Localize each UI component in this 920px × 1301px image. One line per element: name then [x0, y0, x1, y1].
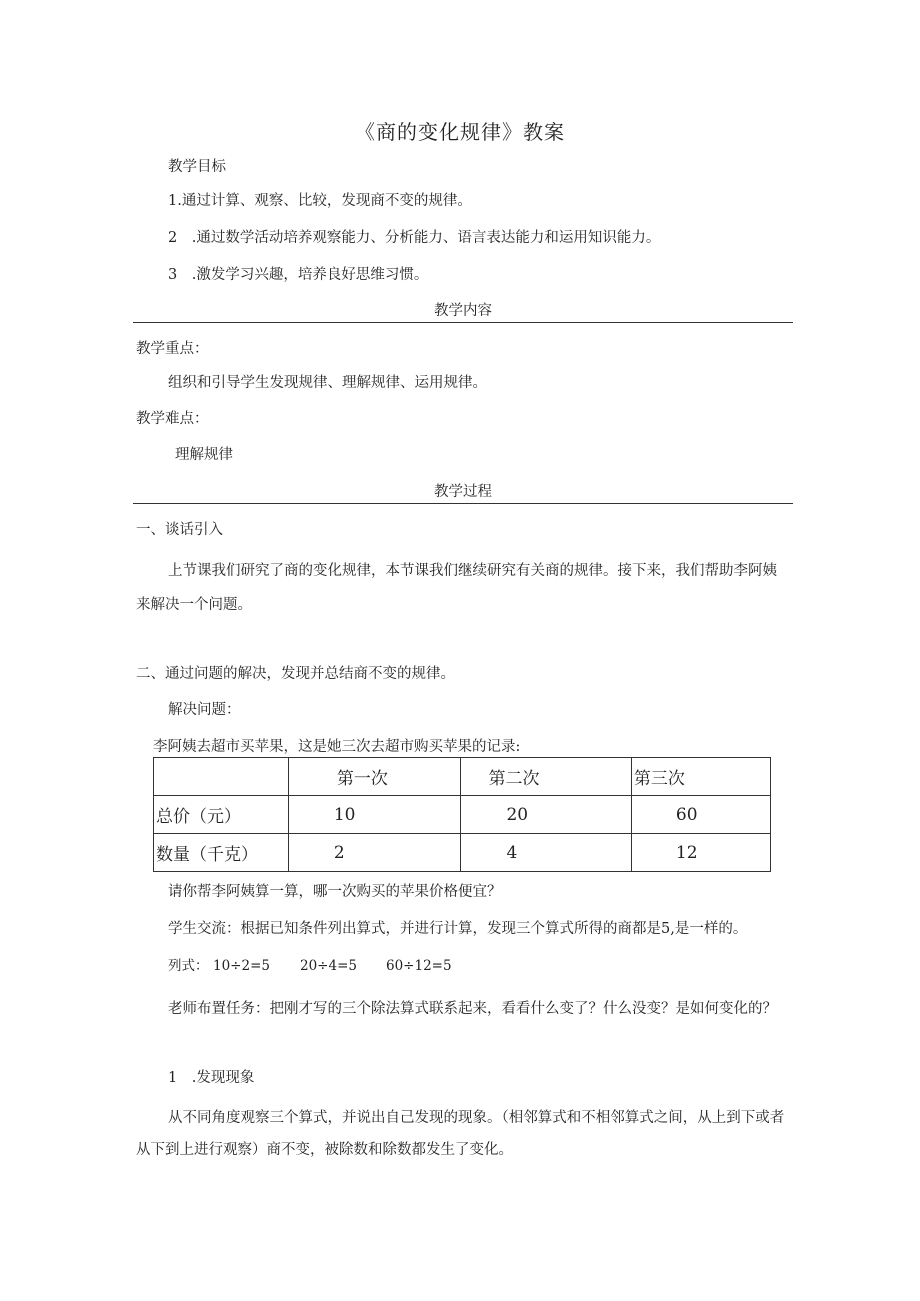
content-heading: 教学内容	[434, 303, 492, 319]
purchase-record-table	[153, 757, 771, 872]
task-paragraph: 老师布置任务：把刚才写的三个除法算式联系起来，看看什么变了？什么没变？是如何变化的？	[168, 1001, 777, 1017]
exchange-text: 学生交流：根据已知条件列出算式，并进行计算，发现三个算式所得的商都是5,是一样的。	[168, 921, 748, 937]
formula-item: 20÷4=5	[300, 958, 357, 974]
objectives-heading: 教学目标	[168, 159, 226, 175]
table-row	[154, 834, 771, 872]
table-header-row	[154, 758, 771, 796]
formula-item: 60÷12=5	[386, 958, 452, 974]
intro-paragraph: 上节课我们研究了商的变化规律，本节课我们继续研究有关商的规律。接下来，我们帮助李阿姨来解决一个问题。	[136, 563, 777, 613]
table-caption: 李阿姨去超市买苹果，这是她三次去超市购买苹果的记录:	[153, 739, 521, 755]
table-header-cell: 第二次	[461, 758, 631, 796]
formula-item: 10÷2=5	[213, 958, 270, 974]
table-header-cell: 第一次	[288, 758, 461, 796]
difficulty-text: 理解规律	[175, 447, 233, 463]
step-title: 1 .发现现象	[168, 1070, 255, 1086]
question-text: 请你帮李阿姨算一算，哪一次购买的苹果价格便宜？	[168, 884, 502, 900]
table-row	[154, 796, 771, 834]
table-cell: 60	[631, 796, 770, 834]
table-cell: 2	[288, 834, 461, 872]
table-cell: 10	[288, 796, 461, 834]
table-header-cell: 第三次	[631, 758, 770, 796]
table-cell: 4	[461, 834, 631, 872]
section-title: 一、谈话引入	[136, 522, 223, 538]
objective-item: 1.通过计算、观察、比较，发现商不变的规律。	[168, 193, 472, 209]
solve-label: 解决问题：	[168, 702, 241, 718]
section-title: 二、通过问题的解决，发现并总结商不变的规律。	[136, 666, 455, 682]
process-heading: 教学过程	[434, 484, 492, 500]
formula-line	[168, 955, 452, 977]
objective-item: 3 .激发学习兴趣，培养良好思维习惯。	[168, 267, 429, 283]
formula-label: 列式：	[168, 958, 209, 974]
key-point-text: 组织和引导学生发现规律、理解规律、运用规律。	[168, 375, 487, 391]
divider	[133, 322, 793, 323]
objective-item: 2 .通过数学活动培养观察能力、分析能力、语言表达能力和运用知识能力。	[168, 230, 661, 246]
table-cell: 数量（千克）	[154, 834, 289, 872]
document-title: 《商的变化规律》教案	[355, 120, 565, 144]
step-paragraph: 从不同角度观察三个算式，并说出自己发现的现象。（相邻算式和不相邻算式之间，从上到下或者从下到上进行观察）商不变，被除数和除数都发生了变化。	[136, 1110, 785, 1158]
table-cell: 总价（元）	[154, 796, 289, 834]
table-cell: 20	[461, 796, 631, 834]
key-point-label: 教学重点：	[136, 341, 209, 357]
table-cell: 12	[631, 834, 770, 872]
difficulty-label: 教学难点：	[136, 411, 209, 427]
divider	[133, 503, 793, 504]
table-header-cell	[154, 758, 289, 796]
